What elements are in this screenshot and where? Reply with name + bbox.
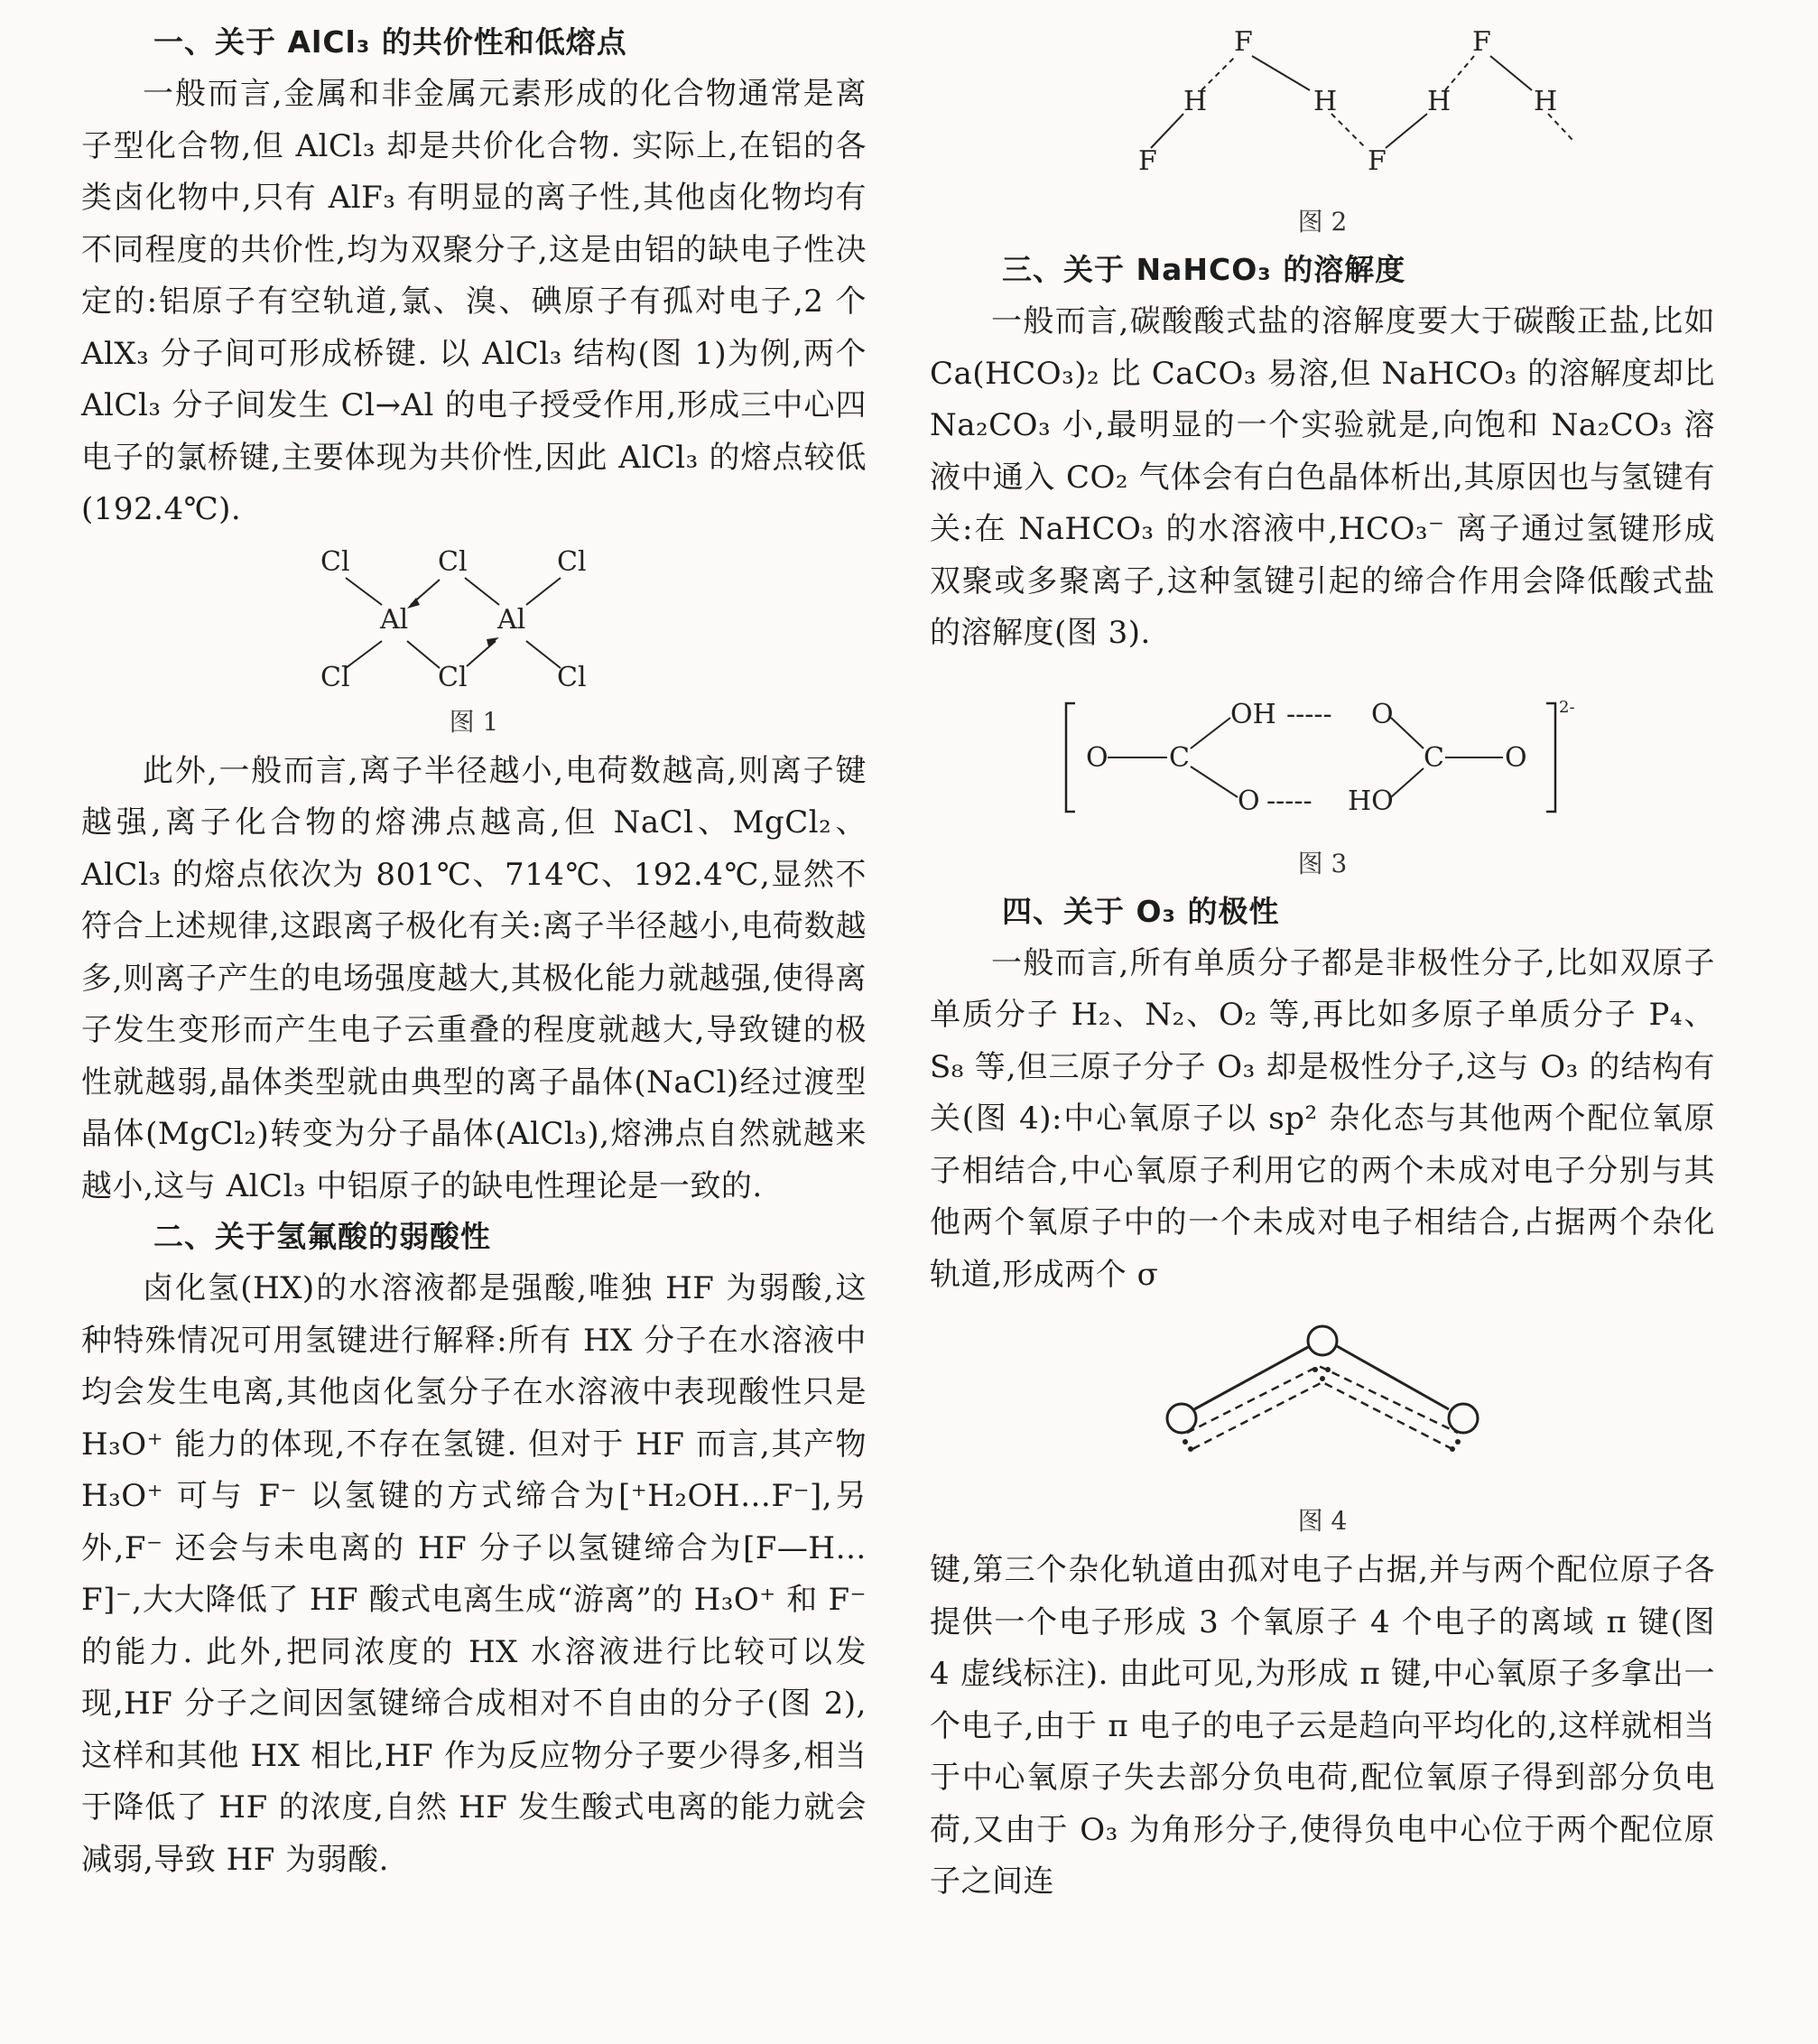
section1-paragraph1: 一般而言,金属和非金属元素形成的化合物通常是离子型化合物,但 AlCl₃ 却是共价化合物. 实际上,在铝的各类卤化物中,只有 AlF₃ 有明显的离子性,其他卤化物均有不同程度的共价性,均为双聚分子,这是由铝的缺电子性决定的:铝原子有空轨道,氯、溴、碘原子有孤对电子,2 个 AlX₃ 分子间可形成桥键. 以 AlCl₃ 结构(图 1)为例,两个 AlCl₃ 分子间发生 Cl→Al 的电子授受作用,形成三中心四电子的氯桥键,主要体现为共价性,因此 AlCl₃ 的熔点较低(192.4℃). [81,76,867,527]
figure2-hf-chain [1070,23,1575,204]
fig1-cl-top-left: Cl [320,545,350,578]
fig3-hbond-top: ----- [1286,698,1332,730]
fig4-o-center-atom [1308,1326,1337,1355]
fig2-bonds [1151,56,1532,148]
figure4 [930,1323,1715,1539]
figure3-caption: 图 3 [1297,848,1348,878]
fig2-f-top1: F [1234,26,1253,58]
left-column [81,18,867,1886]
section2-paragraph1: 卤化氢(HX)的水溶液都是强酸,唯独 HF 为弱酸,这种特殊情况可用氢键进行解释:所有 HX 分子在水溶液中均会发生电离,其他卤化氢分子在水溶液中表现酸性只是 H₃O⁺ 能力的体现,不存在氢键. 但对于 HF 而言,其产物 H₃O⁺ 可与 F⁻ 以氢键的方式缔合为[⁺H₂OH…F⁻],另外,F⁻ 还会与未电离的 HF 分子以氢键缔合为[F—H…F]⁻,大大降低了 HF 酸式电离生成“游离”的 H₃O⁺ 和 F⁻ 的能力. 此外,把同浓度的 HX 水溶液进行比较可以发现,HF 分子之间因氢键缔合成相对不自由的分子(图 2),这样和其他 HX 相比,HF 作为反应物分子要少得多,相当于降低了 HF 的浓度,自然 HF 发生酸式电离的能力就会减弱,导致 HF 为弱酸. [81,1270,867,1878]
figure4-ozone-structure [1160,1323,1485,1476]
fig3-ho-bottom: HO [1348,785,1394,817]
fig3-c-left: C [1169,741,1190,774]
figure1-caption: 图 1 [449,706,499,737]
section1-heading: 一、关于 AlCl₃ 的共价性和低熔点 [153,24,627,60]
figure2-caption: 图 2 [1297,207,1348,237]
section3-heading: 三、关于 NaHCO₃ 的溶解度 [1002,252,1406,287]
figure1 [81,542,867,740]
fig1-cl-top-bridge: Cl [438,545,468,578]
fig4-o-left-atom [1167,1404,1196,1433]
section1-paragraph2: 此外,一般而言,离子半径越小,电荷数越高,则离子键越强,离子化合物的熔沸点越高,但 NaCl、MgCl₂、AlCl₃ 的熔点依次为 801℃、714℃、192.4℃,显然不符合上述规律,这跟离子极化有关:离子半径越小,电荷数越多,则离子产生的电场强度越大,其极化能力就越强,使得离子发生变形而产生电子云重叠的程度就越大,导致键的极性就越弱,晶体类型就由典型的离子晶体(NaCl)经过渡型晶体(MgCl₂)转变为分子晶体(AlCl₃),熔沸点自然就越来越小,这与 AlCl₃ 中铝原子的缺电性理论是一致的. [81,752,867,1204]
figure1-alcl3-dimer [311,542,636,704]
figure4-caption: 图 4 [1297,1506,1348,1536]
fig2-h-2: H [1313,86,1338,117]
fig1-cl-bottom-right: Cl [557,661,587,693]
right-column [930,18,1715,1909]
fig1-cl-bottom-bridge: Cl [438,661,468,693]
fig4-o-right-atom [1449,1404,1478,1433]
section4-heading: 四、关于 O₃ 的极性 [1002,893,1280,929]
fig3-o-left: O [1086,741,1108,774]
fig3-c-right: C [1424,741,1444,774]
fig2-f-bottom1: F [1138,145,1157,177]
figure3-hco3-dimer [1061,696,1584,822]
fig3-oh-top: OH [1230,698,1276,730]
fig2-f-top2: F [1472,26,1491,58]
fig3-o-bottom: O [1238,785,1260,817]
fig1-al-right: Al [497,603,526,636]
fig1-arrowheads [407,598,499,646]
fig4-electrons [1183,1367,1461,1452]
fig3-hbond-bottom: ----- [1266,785,1312,817]
section3-paragraph1: 一般而言,碳酸酸式盐的溶解度要大于碳酸正盐,比如 Ca(HCO₃)₂ 比 CaCO₃ 易溶,但 NaHCO₃ 的溶解度却比 Na₂CO₃ 小,最明显的一个实验就是,向饱和 Na₂CO₃ 溶液中通入 CO₂ 气体会有白色晶体析出,其原因也与氢键有关:在 NaHCO₃ 的水溶液中,HCO₃⁻ 离子通过氢键形成双聚或多聚离子,这种氢键引起的缔合作用会降低酸式盐的溶解度(图 3). [930,303,1715,651]
fig1-al-left: Al [380,603,409,636]
fig3-charge: 2- [1559,697,1575,717]
fig2-h-3: H [1427,86,1452,117]
fig1-cl-top-right: Cl [557,545,587,578]
section4-paragraph1: 一般而言,所有单质分子都是非极性分子,比如双原子单质分子 H₂、N₂、O₂ 等,再比如多原子单质分子 P₄、S₈ 等,但三原子分子 O₃ 却是极性分子,这与 O₃ 的结构有关(图 4):中心氧原子以 sp² 杂化态与其他两个配位氧原子相结合,中心氧原子利用它的两个未成对电子分别与其他两个氧原子中的一个未成对电子相结合,占据两个杂化轨道,形成两个 σ [930,944,1715,1293]
fig1-cl-bottom-left: Cl [320,661,350,693]
fig2-h-4: H [1534,86,1558,117]
figure2 [930,23,1715,240]
fig1-bonds [346,578,561,668]
fig3-o-top: O [1371,698,1394,730]
fig2-f-bottom2: F [1368,145,1387,177]
figure3 [930,696,1715,882]
fig2-h-1: H [1183,86,1208,117]
section4-paragraph2: 键,第三个杂化轨道由孤对电子占据,并与两个配位原子各提供一个电子形成 3 个氧原子 4 个电子的离域 π 键(图 4 虚线标注). 由此可见,为形成 π 键,中心氧原子多拿出一个电子,由于 π 电子的电子云是趋向平均化的,这样就相当于中心氧原子失去部分负电荷,配位氧原子得到部分负电荷,又由于 O₃ 为角形分子,使得负电中心位于两个配位原子之间连 [930,1552,1715,1900]
fig3-o-right: O [1505,741,1527,774]
fig2-hydrogen-bonds [1201,56,1573,148]
section2-heading: 二、关于氢氟酸的弱酸性 [153,1219,491,1254]
